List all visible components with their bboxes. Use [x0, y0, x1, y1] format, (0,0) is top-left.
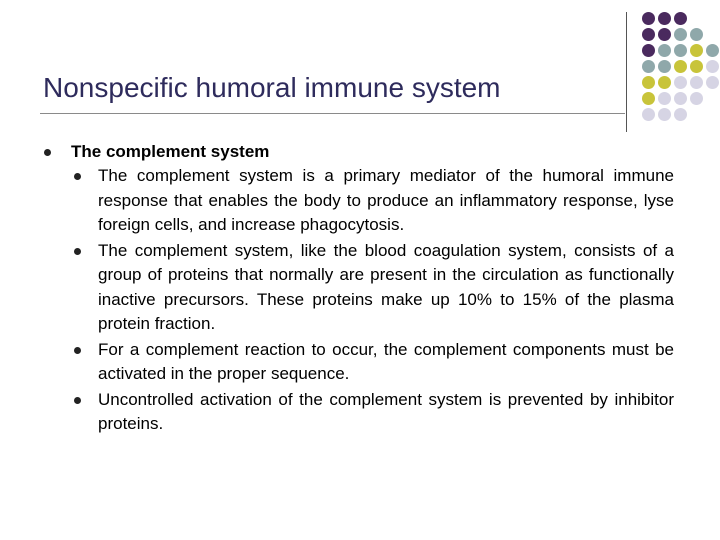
decorative-dot: [642, 60, 655, 73]
bullet-dot-icon: [74, 248, 81, 255]
vertical-divider: [626, 12, 627, 132]
decorative-dot: [674, 76, 687, 89]
bullet-dot-icon: [74, 347, 81, 354]
decorative-dot: [642, 44, 655, 57]
slide-title: Nonspecific humoral immune system: [43, 72, 501, 103]
decorative-dot: [642, 12, 655, 25]
sub-bullet: [44, 388, 674, 437]
decorative-dot: [642, 76, 655, 89]
bullet-dot-icon: [74, 397, 81, 404]
decorative-dot: [706, 76, 719, 89]
sub-bullet-text: The complement system is a primary mediator of the humoral immune response that enables the body to produce an inflammatory response, lyse foreign cells, and increase phagocytosis.: [98, 166, 674, 234]
decorative-dot: [642, 28, 655, 41]
bullet-dot-icon: [44, 149, 51, 156]
decorative-dot: [642, 92, 655, 105]
decorative-dot: [674, 92, 687, 105]
decorative-dot: [674, 108, 687, 121]
decorative-dot: [658, 28, 671, 41]
decorative-dot: [674, 44, 687, 57]
decorative-dot: [658, 108, 671, 121]
decorative-dot: [658, 76, 671, 89]
decorative-dot: [674, 28, 687, 41]
bullet-text: The complement system: [71, 142, 270, 161]
sub-bullet: [44, 338, 674, 387]
bullet-level-1: [44, 140, 674, 164]
sub-bullet: [44, 239, 674, 337]
decorative-dot-grid: [640, 10, 720, 140]
slide-body: [44, 140, 674, 438]
decorative-dot: [658, 44, 671, 57]
decorative-dot: [658, 92, 671, 105]
sub-bullet: [44, 164, 674, 238]
sub-bullet-text: The complement system, like the blood coagulation system, consists of a group of proteins that normally are present in the circulation as functionally inactive precursors. These proteins make up 10% to 15% of the plasma protein fraction.: [98, 240, 674, 333]
sub-bullet-text: Uncontrolled activation of the complement system is prevented by inhibitor proteins.: [98, 389, 674, 433]
decorative-dot: [658, 12, 671, 25]
decorative-dot: [690, 44, 703, 57]
decorative-dot: [690, 76, 703, 89]
decorative-dot: [690, 28, 703, 41]
decorative-dot: [674, 60, 687, 73]
decorative-dot: [642, 108, 655, 121]
decorative-dot: [674, 12, 687, 25]
decorative-dot: [690, 60, 703, 73]
sub-bullet-text: For a complement reaction to occur, the complement components must be activated in the proper sequence.: [98, 339, 674, 383]
decorative-dot: [658, 60, 671, 73]
decorative-dot: [690, 92, 703, 105]
bullet-dot-icon: [74, 173, 81, 180]
decorative-dot: [706, 60, 719, 73]
decorative-dot: [706, 44, 719, 57]
title-underline: [40, 113, 625, 114]
